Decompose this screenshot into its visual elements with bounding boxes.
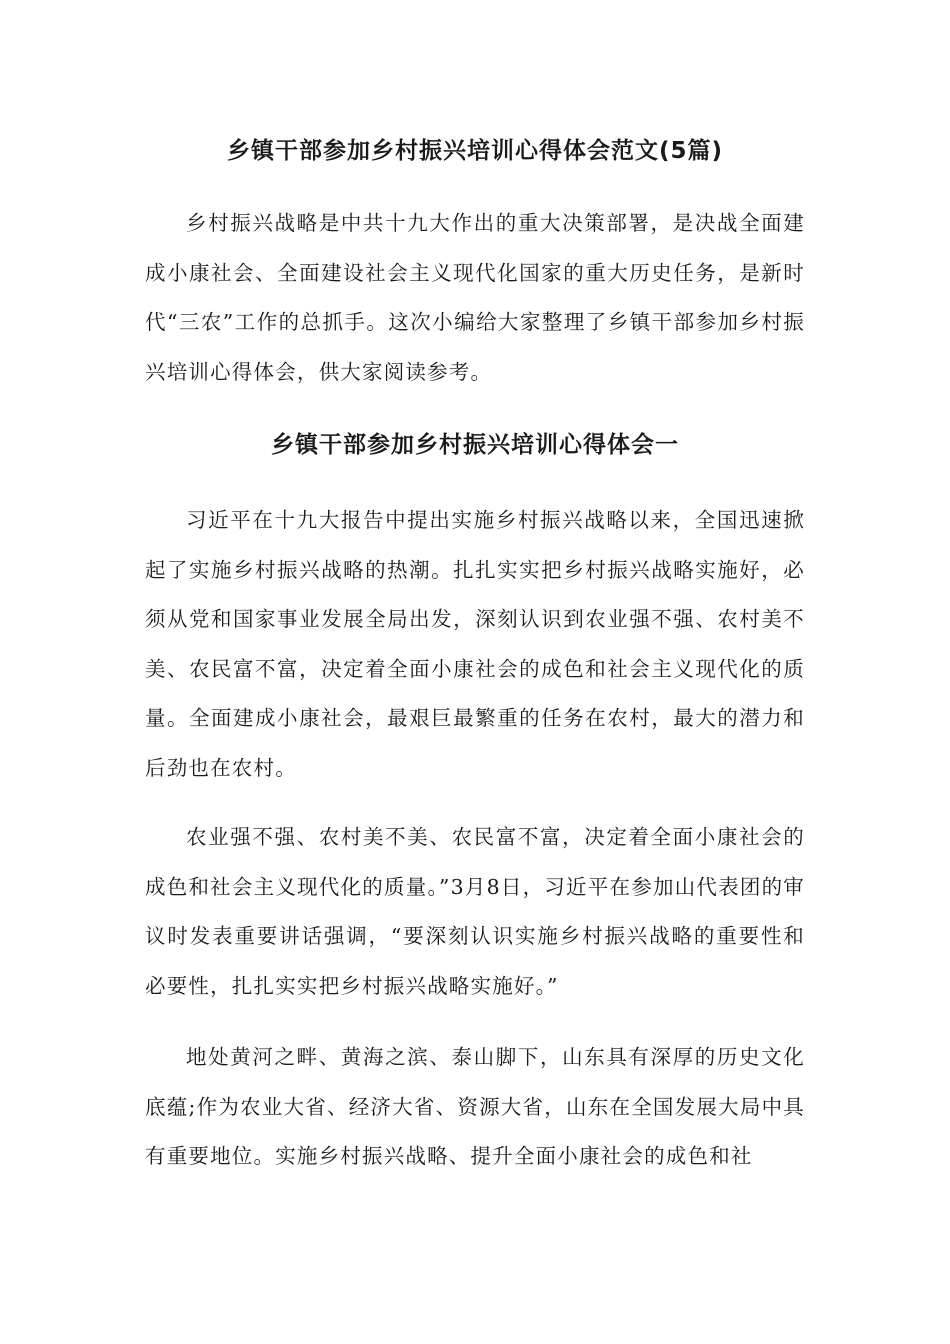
- intro-paragraph: 乡村振兴战略是中共十九大作出的重大决策部署，是决战全面建成小康社会、全面建设社会主义现代化国家的重大历史任务，是新时代“三农”工作的总抓手。这次小编给大家整理了乡镇干部参加乡村振兴培训心得体会，供大家阅读参考。: [145, 211, 805, 384]
- section-title: 乡镇干部参加乡村振兴培训心得体会一: [271, 432, 679, 458]
- body-paragraph-2: 农业强不强、农村美不美、农民富不富，决定着全面小康社会的成色和社会主义现代化的质量。”3月8日，习近平在参加山代表团的审议时发表重要讲话强调，“要深刻认识实施乡村振兴战略的重要性和必要性，扎扎实实把乡村振兴战略实施好。”: [145, 825, 805, 998]
- body-paragraph-1: 习近平在十九大报告中提出实施乡村振兴战略以来，全国迅速掀起了实施乡村振兴战略的热潮。扎扎实实把乡村振兴战略实施好，必须从党和国家事业发展全局出发，深刻认识到农业强不强、农村美不美、农民富不富，决定着全面小康社会的成色和社会主义现代化的质量。全面建成小康社会，最艰巨最繁重的任务在农村，最大的潜力和后劲也在农村。: [145, 508, 805, 780]
- document-title: 乡镇干部参加乡村振兴培训心得体会范文(5篇): [226, 138, 724, 164]
- body-paragraph-3: 地处黄河之畔、黄海之滨、泰山脚下，山东具有深厚的历史文化底蕴;作为农业大省、经济大省、资源大省，山东在全国发展大局中具有重要地位。实施乡村振兴战略、提升全面小康社会的成色和社: [145, 1045, 805, 1169]
